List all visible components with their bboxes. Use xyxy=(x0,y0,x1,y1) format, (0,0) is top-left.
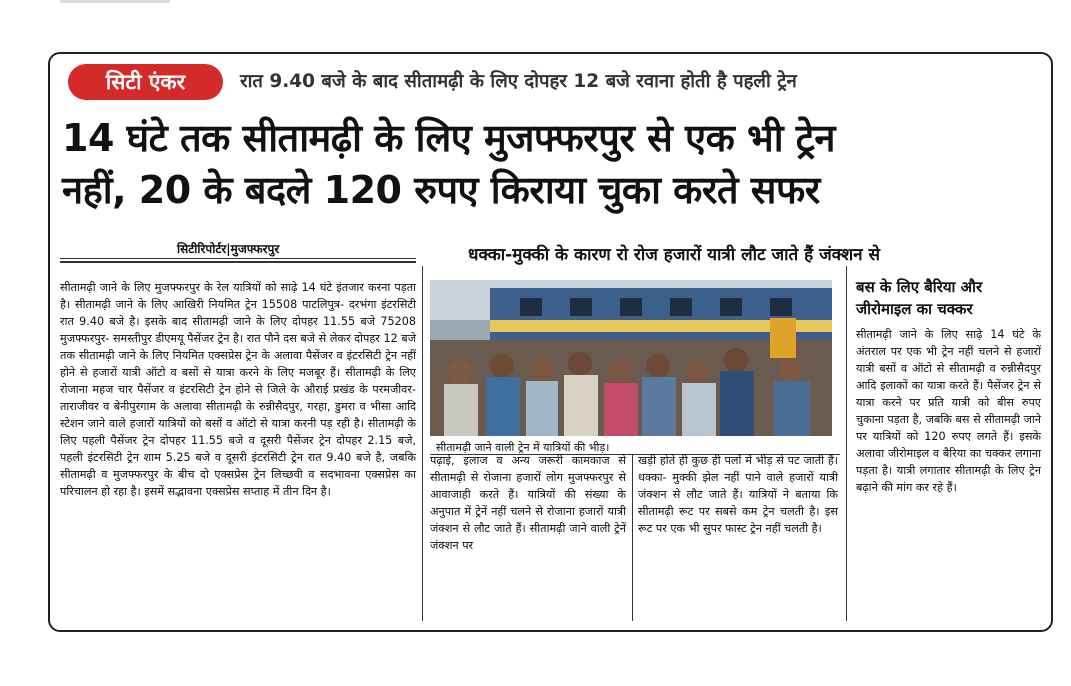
column-divider-2 xyxy=(632,454,633,621)
subheadline: धक्का-मुक्की के कारण रो रोज हजारों यात्री लौट जाते हैं जंक्शन से xyxy=(468,245,881,265)
headline-line-1: 14 घंटे तक सीतामढ़ी के लिए मुजफ्फरपुर से एक भी ट्रेन xyxy=(62,116,836,160)
byline-rule-thick xyxy=(60,261,416,263)
body-column-1: सीतामढ़ी जाने के लिए मुजफ्फरपुर के रेल यात्रियों को साढ़े 14 घंटे इंतजार करना पड़ता है। सीतामढ़ी जाने के लिए आखिरी नियमित ट्रेन 15508 पाटलिपुत्र- दरभंगा इंटरसिटी रात 9.40 बजे है। इसके बाद सीतामढ़ी जाने के लिए दोपहर 11.55 बजे 75208 मुजफ्फरपुर- समस्तीपुर डीएमयू पैसेंजर ट्रेन है। रात पौने दस बजे से लेकर दोपहर 12 बजे तक सीतामढ़ी जाने के लिए नियमित एक्सप्रेस ट्रेन के अलावा पैसेंजर व इंटरसिटी ट्रेन नहीं होने से हजारों यात्री ऑटो व बसों से यात्रा करने के लिए मजबूर हैं। सीतामढ़ी के लिए रोजाना महज चार पैसेंजर व इंटरसिटी ट्रेन होने से जिले के औराई प्रखंड के परमजीवर- ताराजीवर व बेनीपुरगाम के अलावा सीतामढ़ी के रुन्नीसैदपुर, गरहा, डुमरा व भीसा आदि स्टेशन जाने वाले हजारों यात्रियों को बसों व ऑटो से यात्रा करनी पड़ रही है। सीतामढ़ी के लिए पहली पैसेंजर ट्रेन दोपहर 11.55 बजे व दूसरी पैसेंजर ट्रेन दोपहर 2.15 बजे, पहली इंटरसिटी ट्रेन शाम 5.25 बजे व दूसरी इंटरसिटी ट्रेन रात 9.40 बजे है, जबकि सीतामढ़ी व मुजफ्फरपुर के बीच दो एक्सप्रेस ट्रेन लिच्छवी व सदभावना एक्सप्रेस का परिचालन हो रहा है। इसमें सद्भावना एक्सप्रेस सप्ताह में तीन दिन है। xyxy=(60,281,416,498)
city-anchor-badge: सिटी एंकर xyxy=(68,64,223,100)
byline: सिटीरिपोर्टर|मुजफ्फरपुर xyxy=(177,242,280,256)
byline-rule xyxy=(60,258,416,259)
photo-caption: सीतामढ़ी जाने वाली ट्रेन में यात्रियों की भीड़। xyxy=(436,441,610,454)
headline-line-2: नहीं, 20 के बदले 120 रुपए किराया चुका करते सफर xyxy=(62,168,820,212)
column-divider-1 xyxy=(422,266,423,621)
train-crowd-illustration xyxy=(430,280,832,436)
news-clipping xyxy=(48,52,1053,632)
headline xyxy=(62,112,1042,216)
body-column-2: पढ़ाई, इलाज व अन्य जरूरी कामकाज से सीतामढ़ी से रोजाना हजारों लोग मुजफ्फरपुर से आवाजाही करते हैं। यात्रियों की संख्या के अनुपात में ट्रेनें नहीं चलने से रोजाना हजारों यात्री जंक्शन से लौट जाते हैं। सीतामढ़ी जाने वाली ट्रेनें जंक्शन पर xyxy=(430,454,626,552)
sidebar-headline: बस के लिए बैरिया और जीरोमाइल का चक्कर xyxy=(856,278,983,318)
body-column-3: खड़ी होते ही कुछ ही पलों में भीड़ से पट जाती हैं। धक्का- मुक्की झेल नहीं पाने वाले हजारों यात्री जंक्शन से लौट जाते हैं। यात्रियों ने बताया कि सीतामढ़ी रूट पर सबसे कम ट्रेन चलती है। इस रूट पर एक भी सुपर फास्ट ट्रेन नहीं चलती है। xyxy=(638,454,838,535)
kicker-line: रात 9.40 बजे के बाद सीतामढ़ी के लिए दोपहर 12 बजे रवाना होती है पहली ट्रेन xyxy=(240,71,797,92)
page-top-edge xyxy=(60,0,170,3)
column-divider-3 xyxy=(846,266,847,621)
body-column-4: सीतामढ़ी जाने के लिए साढ़े 14 घंटे के अंतराल पर एक भी ट्रेन नहीं चलने से हजारों यात्री बसों व ऑटो से सीतामढ़ी व रुन्नीसैदपुर आदि इलाकों का यात्रा करते हैं। पैसेंजर ट्रेन से यात्रा करने पर प्रति यात्री को बीस रुपए चुकाना पड़ता है, जबकि बस से सीतामढ़ी जाने पर यात्रियों को 120 रुपए लगते हैं। इसके अलावा जीरोमाइल व बैरिया का चक्कर लगाना पड़ता है। यात्री लगातार सीतामढ़ी के लिए ट्रेन बढ़ाने की मांग कर रहे हैं। xyxy=(856,328,1041,494)
crowd-photo xyxy=(430,280,832,436)
